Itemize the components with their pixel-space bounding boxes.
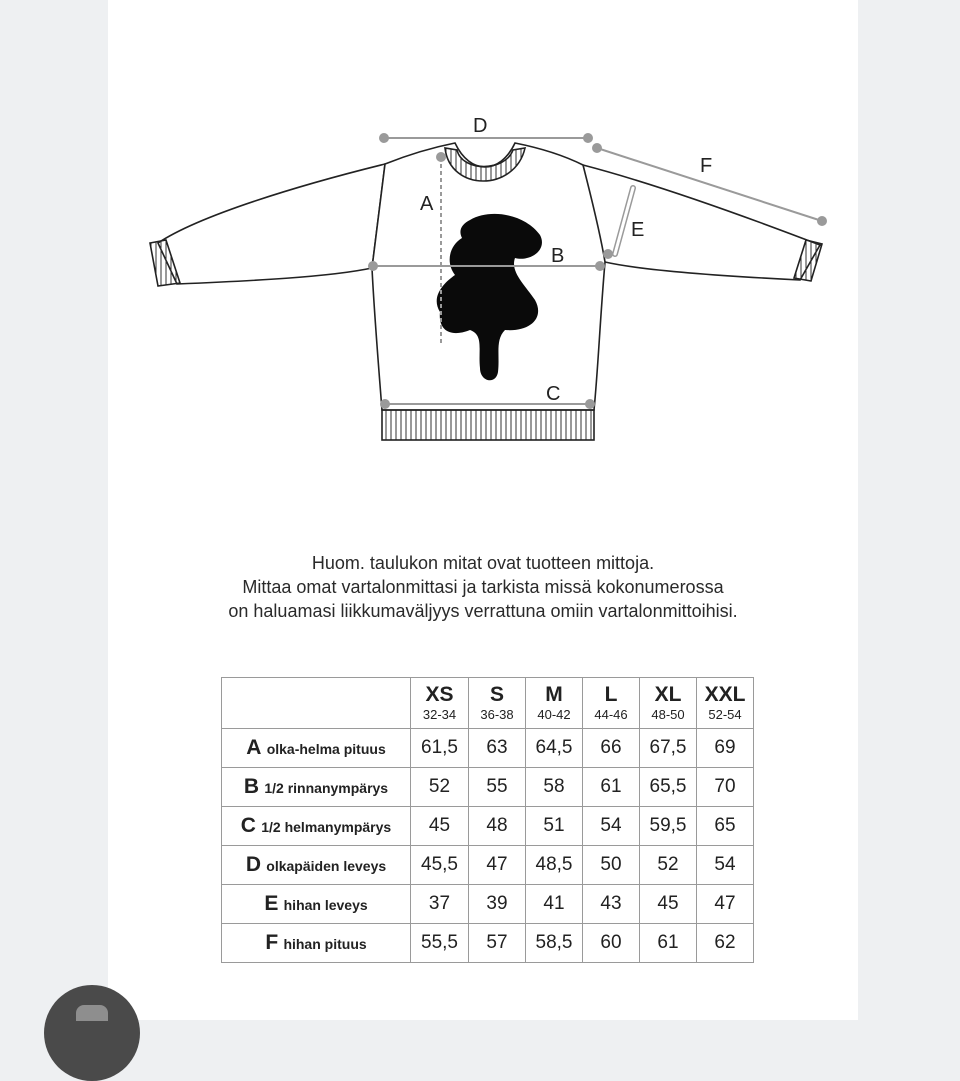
label-a: A xyxy=(420,193,434,215)
row-label xyxy=(222,885,411,924)
size-name: XL xyxy=(654,683,682,706)
table-cell: 45 xyxy=(411,807,469,846)
table-cell: 39 xyxy=(469,885,526,924)
size-note xyxy=(108,551,858,623)
row-letter: C xyxy=(240,814,256,837)
header-blank-cell xyxy=(222,678,411,729)
table-cell: 52 xyxy=(640,846,697,885)
table-cell: 65,5 xyxy=(640,768,697,807)
row-letter: D xyxy=(245,853,262,876)
size-header-l xyxy=(583,678,640,729)
table-row xyxy=(222,885,754,924)
note-line-2: Mittaa omat vartalonmittasi ja tarkista missä kokonumerossa xyxy=(242,577,724,597)
size-range: 48-50 xyxy=(651,707,685,722)
size-header-s xyxy=(469,678,526,729)
size-range: 44-46 xyxy=(594,707,628,722)
table-cell: 66 xyxy=(583,729,640,768)
size-name: XS xyxy=(425,683,454,706)
table-cell: 67,5 xyxy=(640,729,697,768)
table-row xyxy=(222,768,754,807)
row-label-text: hihan leveys xyxy=(283,897,368,913)
size-name: L xyxy=(604,683,618,706)
label-e: E xyxy=(631,219,645,241)
size-header-xxl xyxy=(697,678,754,729)
table-cell: 59,5 xyxy=(640,807,697,846)
note-line-1: Huom. taulukon mitat ovat tuotteen mittoja. xyxy=(311,553,655,573)
table-cell: 64,5 xyxy=(526,729,583,768)
table-row xyxy=(222,729,754,768)
table-cell: 54 xyxy=(697,846,754,885)
label-d: D xyxy=(473,115,488,137)
table-cell: 65 xyxy=(697,807,754,846)
size-name: S xyxy=(489,683,504,706)
table-cell: 60 xyxy=(583,924,640,963)
size-range: 36-38 xyxy=(480,707,514,722)
table-cell: 58 xyxy=(526,768,583,807)
table-cell: 69 xyxy=(697,729,754,768)
table-row xyxy=(222,846,754,885)
size-table xyxy=(221,677,754,963)
table-cell: 45 xyxy=(640,885,697,924)
label-f: F xyxy=(700,155,713,177)
table-cell: 48,5 xyxy=(526,846,583,885)
row-label xyxy=(222,924,411,963)
row-label xyxy=(222,768,411,807)
table-cell: 70 xyxy=(697,768,754,807)
size-name: M xyxy=(545,683,563,706)
table-cell: 51 xyxy=(526,807,583,846)
row-label-text: hihan pituus xyxy=(283,936,367,952)
table-cell: 63 xyxy=(469,729,526,768)
table-cell: 54 xyxy=(583,807,640,846)
size-range: 32-34 xyxy=(422,707,457,722)
table-cell: 62 xyxy=(697,924,754,963)
row-letter: A xyxy=(246,736,262,759)
row-label-text: olkapäiden leveys xyxy=(266,858,387,874)
label-b: B xyxy=(551,245,565,267)
table-cell: 50 xyxy=(583,846,640,885)
size-range: 52-54 xyxy=(708,707,742,722)
row-letter: F xyxy=(265,931,279,954)
row-label xyxy=(222,846,411,885)
row-label-text: olka-helma pituus xyxy=(266,741,386,757)
size-header-m xyxy=(526,678,583,729)
table-cell: 41 xyxy=(526,885,583,924)
size-header-row xyxy=(222,678,754,729)
table-cell: 43 xyxy=(583,885,640,924)
table-cell: 47 xyxy=(469,846,526,885)
size-header-xs xyxy=(411,678,469,729)
floating-action-button[interactable] xyxy=(44,985,140,1081)
table-cell: 47 xyxy=(697,885,754,924)
table-cell: 58,5 xyxy=(526,924,583,963)
table-cell: 45,5 xyxy=(411,846,469,885)
row-letter: B xyxy=(243,775,260,798)
table-cell: 61 xyxy=(640,924,697,963)
table-cell: 48 xyxy=(469,807,526,846)
sweater-diagram xyxy=(0,0,960,470)
size-name: XXL xyxy=(704,683,746,706)
note-line-3: on haluamasi liikkumaväljyys verrattuna omiin vartalonmittoihisi. xyxy=(228,601,738,621)
label-c: C xyxy=(546,383,561,405)
table-cell: 52 xyxy=(411,768,469,807)
table-cell: 55 xyxy=(469,768,526,807)
row-label xyxy=(222,807,411,846)
row-label xyxy=(222,729,411,768)
row-label-text: 1/2 helmanympärys xyxy=(261,819,392,835)
table-row xyxy=(222,924,754,963)
table-row xyxy=(222,807,754,846)
lens-icon xyxy=(76,1005,108,1021)
table-cell: 61,5 xyxy=(411,729,469,768)
table-cell: 61 xyxy=(583,768,640,807)
table-cell: 37 xyxy=(411,885,469,924)
row-letter: E xyxy=(264,892,279,915)
table-cell: 57 xyxy=(469,924,526,963)
size-range: 40-42 xyxy=(537,707,571,722)
size-header-xl xyxy=(640,678,697,729)
table-cell: 55,5 xyxy=(411,924,469,963)
row-label-text: 1/2 rinnanympärys xyxy=(264,780,389,796)
